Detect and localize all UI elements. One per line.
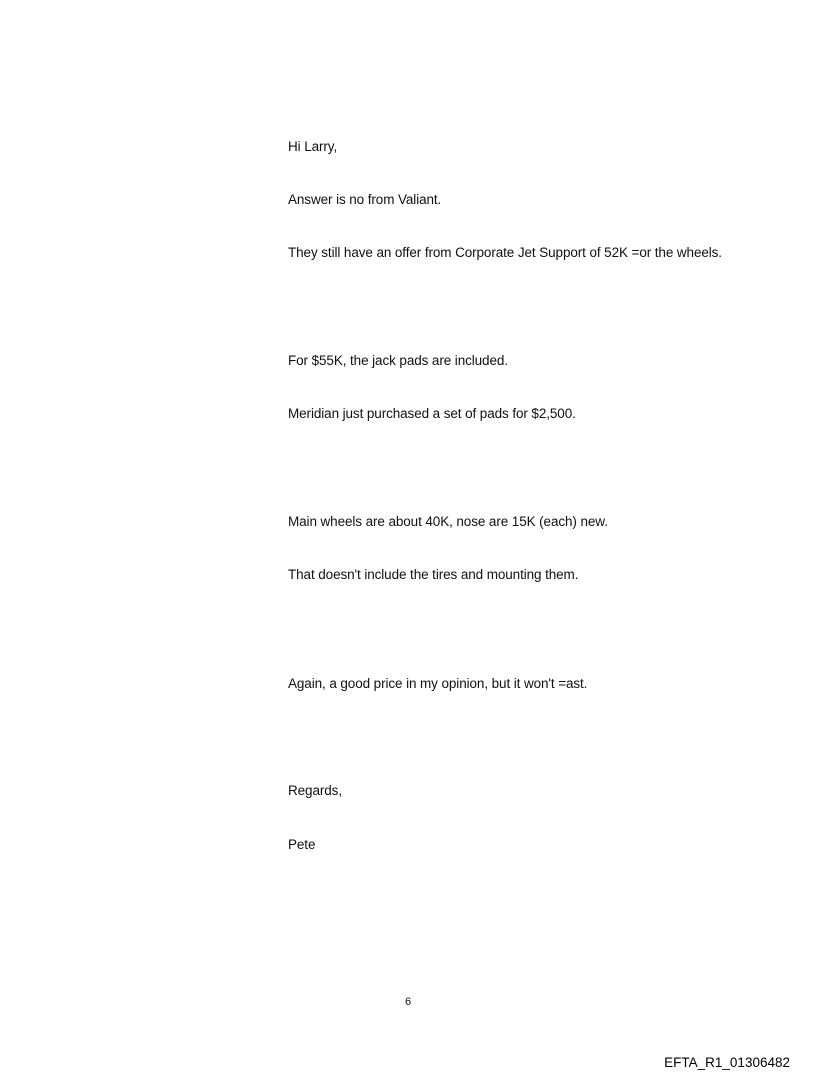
email-line-answer: Answer is no from Valiant. — [288, 192, 442, 207]
email-line-price: For $55K, the jack pads are included. — [288, 353, 508, 368]
document-id: EFTA_R1_01306482 — [664, 1055, 790, 1070]
email-signature: Pete — [288, 837, 316, 852]
page-number: 6 — [404, 996, 412, 1008]
email-line-offer: They still have an offer from Corporate Jet Support of 52K =or the wheels. — [288, 245, 722, 260]
email-line-meridian: Meridian just purchased a set of pads for $2,500. — [288, 406, 576, 421]
email-line-opinion: Again, a good price in my opinion, but it won't =ast. — [288, 676, 588, 691]
email-line-tires: That doesn't include the tires and mounting them. — [288, 567, 579, 582]
email-greeting: Hi Larry, — [288, 139, 338, 154]
email-closing: Regards, — [288, 783, 342, 798]
email-line-wheel-cost: Main wheels are about 40K, nose are 15K (each) new. — [288, 514, 608, 529]
